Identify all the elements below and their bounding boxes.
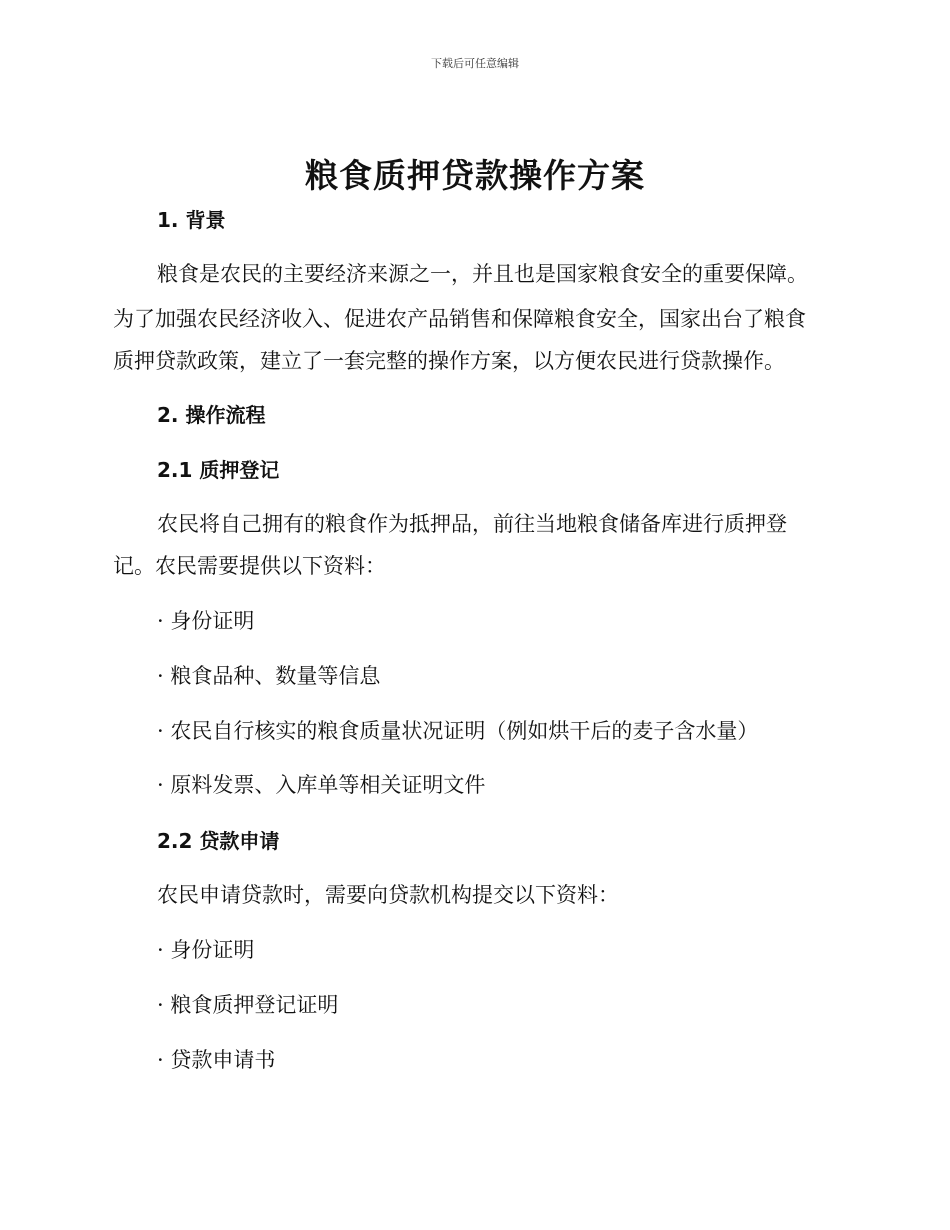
document-title: 粮食质押贷款操作方案 [305,156,645,195]
subsection-heading-registration: 2.1 质押登记 [157,458,280,482]
header-note: 下载后可任意编辑 [431,57,519,70]
paragraph-line: 为了加强农民经济收入、促进农产品销售和保障粮食安全，国家出台了粮食 [113,307,806,331]
paragraph-line: 农民申请贷款时，需要向贷款机构提交以下资料： [157,883,619,907]
section-heading-background: 1. 背景 [157,208,226,232]
paragraph-line: 质押贷款政策，建立了一套完整的操作方案，以方便农民进行贷款操作。 [113,349,785,373]
list-item: · 粮食品种、数量等信息 [157,664,381,688]
subsection-heading-loan-application: 2.2 贷款申请 [157,829,280,853]
list-item: · 身份证明 [157,609,255,633]
paragraph-line: 农民将自己拥有的粮食作为抵押品，前往当地粮食储备库进行质押登 [157,512,787,536]
paragraph-line: 粮食是农民的主要经济来源之一，并且也是国家粮食安全的重要保障。 [157,262,808,286]
list-item: · 身份证明 [157,938,255,962]
list-item: · 粮食质押登记证明 [157,993,339,1017]
paragraph-line: 记。农民需要提供以下资料： [113,554,386,578]
section-heading-process: 2. 操作流程 [157,403,266,427]
list-item: · 农民自行核实的粮食质量状况证明（例如烘干后的麦子含水量） [157,719,759,743]
list-item: · 原料发票、入库单等相关证明文件 [157,773,486,797]
list-item: · 贷款申请书 [157,1048,276,1072]
